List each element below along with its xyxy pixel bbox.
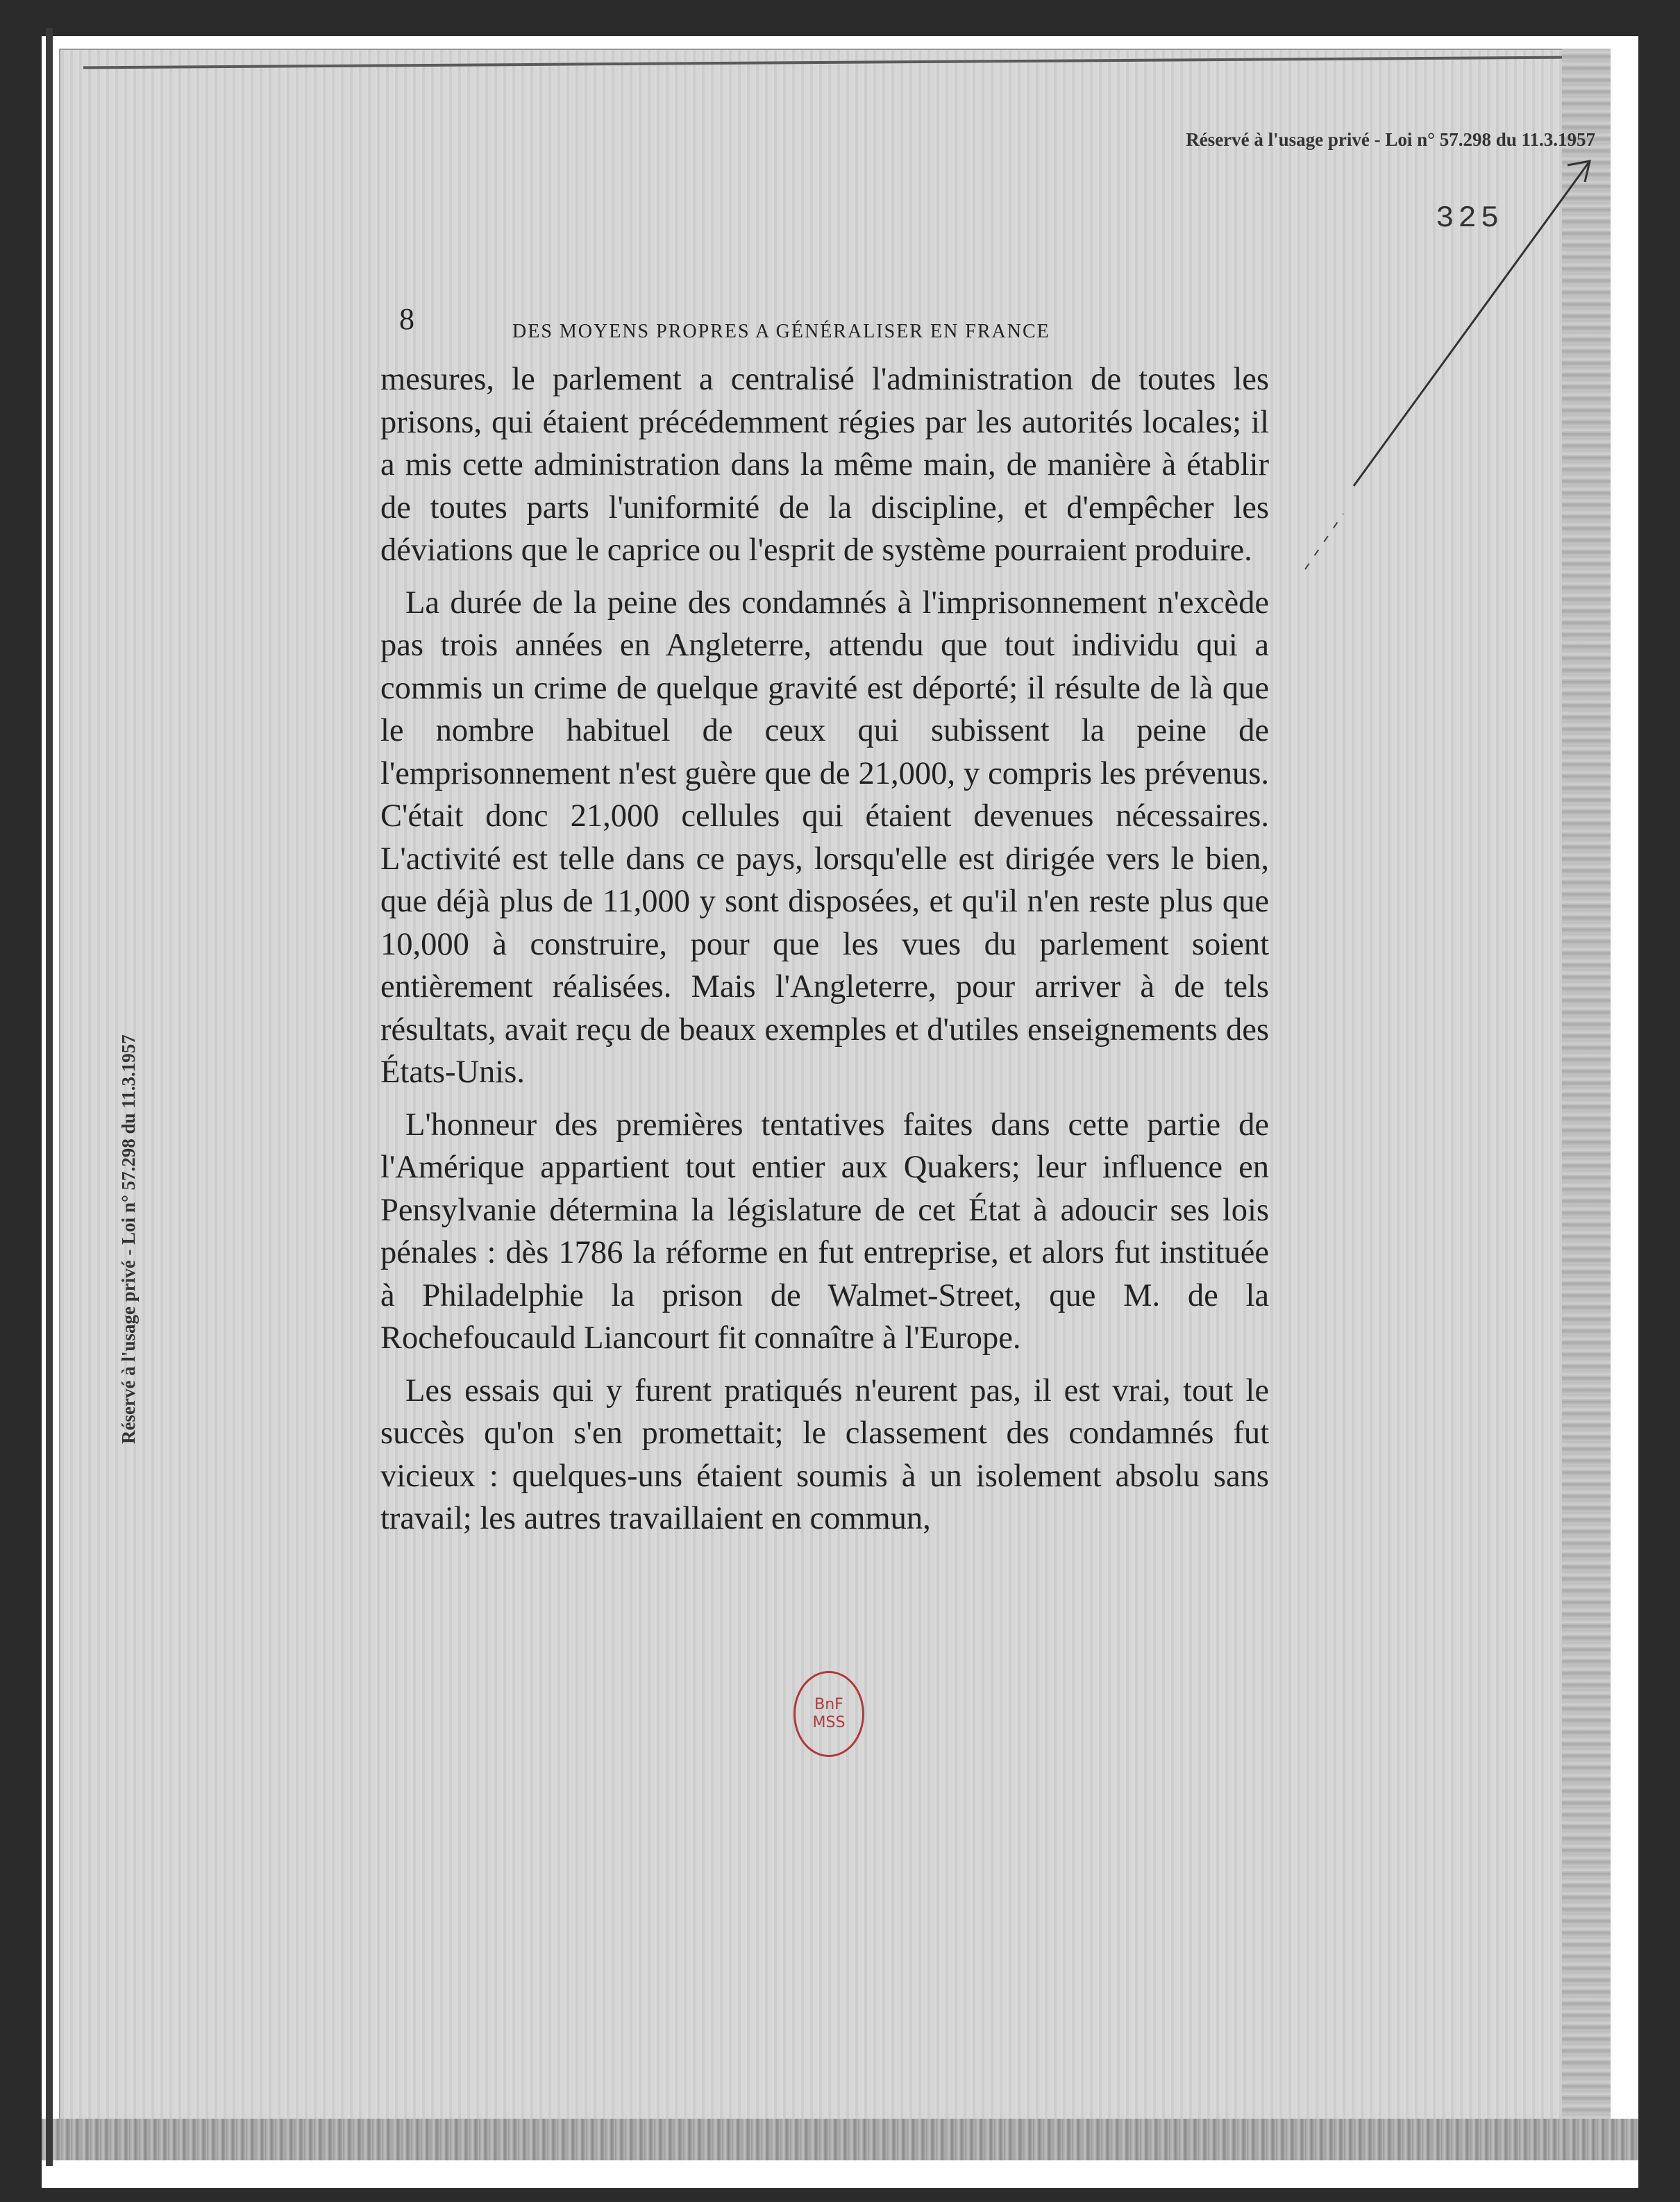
paragraph: Les essais qui y furent pratiqués n'eurent pas, il est vrai, tout le succès qu'on s'en promettait; le classement des condamnés fut vicieux : quelques-uns étaient soumis à un isolement absolu sans travail; les autres travaillaient en commun, [380,1372,1269,1536]
paragraph: L'honneur des premières tentatives faites dans cette partie de l'Amérique appartient tout entier aux Quakers; leur influence en Pensylvanie détermina la législature de cet État à adoucir ses lois pénales : dès 1786 la réforme en fut entreprise, et alors fut instituée à Philadelphie la prison de Walmet-Street, que M. de la Rochefoucauld Liancourt fit connaître à l'Europe. [380,1107,1269,1356]
running-head: DES MOYENS PROPRES A GÉNÉRALISER EN FRANCE [512,321,1050,342]
stamp-line: MSS [812,1714,846,1731]
arrow-dash [1305,514,1343,569]
usage-notice-top: Réservé à l'usage privé - Loi n° 57.298 du 11.3.1957 [1186,129,1595,150]
usage-notice-side: Réservé à l'usage privé - Loi n° 57.298 du 11.3.1957 [118,1034,139,1444]
arrow-line [1354,161,1590,486]
stamp-line: BnF [814,1696,843,1713]
paragraph: La durée de la peine des condamnés à l'imprisonnement n'excède pas trois années en Angleterre, attendu que tout individu qui a commis un crime de quelque gravité est déporté; il résulte de là que le nombre habituel de ceux qui subissent la peine de l'emprisonnement n'est guère que de 21,000, y compris les prévenus. C'était donc 21,000 cellules qui étaient devenues nécessaires. L'activité est telle dans ce pays, lorsqu'elle est dirigée vers le bien, que déjà plus de 11,000 y sont disposées, et qu'il n'en reste plus que 10,000 à construire, pour que les vues du parlement soient entièrement réalisées. Mais l'Angleterre, pour arriver à de tels résultats, avait reçu de beaux exemples et d'utiles enseignements des États-Unis. [380,585,1269,1090]
page-number: 8 [399,302,414,336]
folio-number: 325 [1436,201,1504,236]
paragraph: mesures, le parlement a centralisé l'administration de toutes les prisons, qui étaient précédemment régies par les autorités locales; il a mis cette administration dans la même main, de manière à établir de toutes parts l'uniformité de la discipline, et d'empêcher les déviations que le caprice ou l'esprit de système pourraient produire. [380,362,1269,568]
